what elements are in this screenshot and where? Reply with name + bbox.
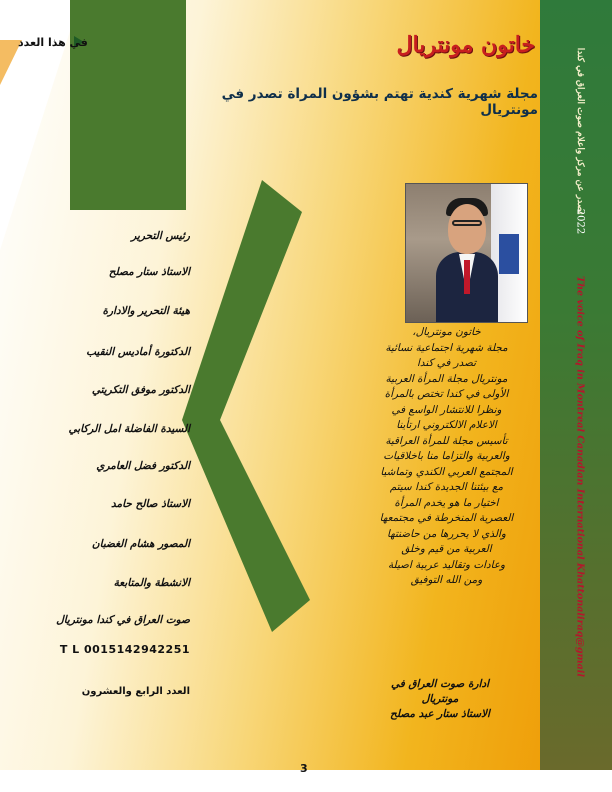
staff-row: هيئة التحرير والادارة — [102, 305, 190, 317]
editorial-line: ونظرا للانتشار الواسع في — [391, 403, 502, 416]
editorial-line: مع بيئتنا الجديدة كندا سيتم — [389, 481, 504, 493]
editorial-line: والعربية والتزاما منا باخلاقيات — [383, 450, 510, 462]
editorial-line: العصرية المنخرطة في مجتمعها — [379, 512, 514, 524]
editorial-line: والذي لا يحررها من حاضنتها — [387, 527, 506, 540]
staff-row: المصور هشام الغضبان — [91, 538, 190, 550]
side-english-text: The voice of Iraq in Montreal Canadian International Khattonaliraq@gmail — [574, 276, 586, 677]
staff-phone: T L 0015142942251 — [59, 643, 190, 656]
editorial-line: تصدر في كندا — [416, 357, 477, 369]
staff-row: السيدة الفاضلة امل الركابي — [68, 423, 190, 435]
editorial-text — [355, 325, 538, 589]
in-this-issue-label: في هذا العدد — [18, 36, 88, 49]
editorial-line: العربية من قيم وخلق — [401, 543, 492, 555]
chevron-polygon — [182, 180, 310, 632]
editorial-line: ومن الله التوفيق — [410, 574, 483, 586]
staff-row: رئيس التحرير — [131, 230, 190, 242]
side-stripe-text — [556, 16, 604, 756]
magazine-masthead: خاتون مونتريال — [396, 32, 535, 58]
staff-row: الاستاذ ستار مصلح — [108, 266, 190, 278]
editorial-line: مونتريال مجلة المرأة العربية — [385, 372, 508, 385]
editorial-line: خاتون مونتريال، — [412, 326, 481, 338]
magazine-subtitle: مجلة شهرية كندية تهتم بشؤون المراة تصدر في مونتريال — [221, 86, 538, 118]
editorial-line: تأسيس مجلة للمرأة العراقية — [385, 434, 508, 447]
editorial-line: الاعلام الالكتروني ارتأينا — [396, 419, 497, 431]
signoff-line: الاستاذ ستار عبد مصلح — [390, 708, 490, 720]
editorial-line: المجتمع العربي الكندي وتماشيا — [380, 465, 513, 478]
staff-row: الدكتور فضل العامري — [96, 460, 190, 472]
editorial-line: الأولى في كندا تختص بالمرأة — [384, 388, 509, 400]
editorial-line: مجلة شهرية اجتماعية نسائية — [385, 341, 508, 354]
editorial-line: اختيار ما هو يخدم المرأة — [394, 496, 499, 509]
staff-row: الانشطة والمتابعة — [113, 577, 190, 589]
editor-photo — [405, 183, 528, 323]
side-year: 2022 — [574, 208, 586, 235]
staff-row: الدكتور موفق التكريتي — [91, 384, 190, 396]
issue-number: العدد الرابع والعشرون — [81, 686, 190, 697]
signoff-line: مونتريال — [421, 693, 459, 705]
signoff-line: ادارة صوت العراق في — [390, 678, 490, 690]
staff-row: صوت العراق في كندا مونتريال — [56, 614, 190, 626]
signoff-block — [375, 677, 505, 722]
page-number: 3 — [300, 762, 308, 775]
editorial-line: وعادات وتقاليد عربية اصيلة — [387, 558, 506, 571]
staff-row: الاستاذ صالح حامد — [111, 498, 190, 510]
staff-row: الدكتورة أماديس النقيب — [86, 346, 190, 358]
side-arabic-text: تصدر عن مركز واعلام صوت العراق في كندا — [575, 47, 585, 215]
